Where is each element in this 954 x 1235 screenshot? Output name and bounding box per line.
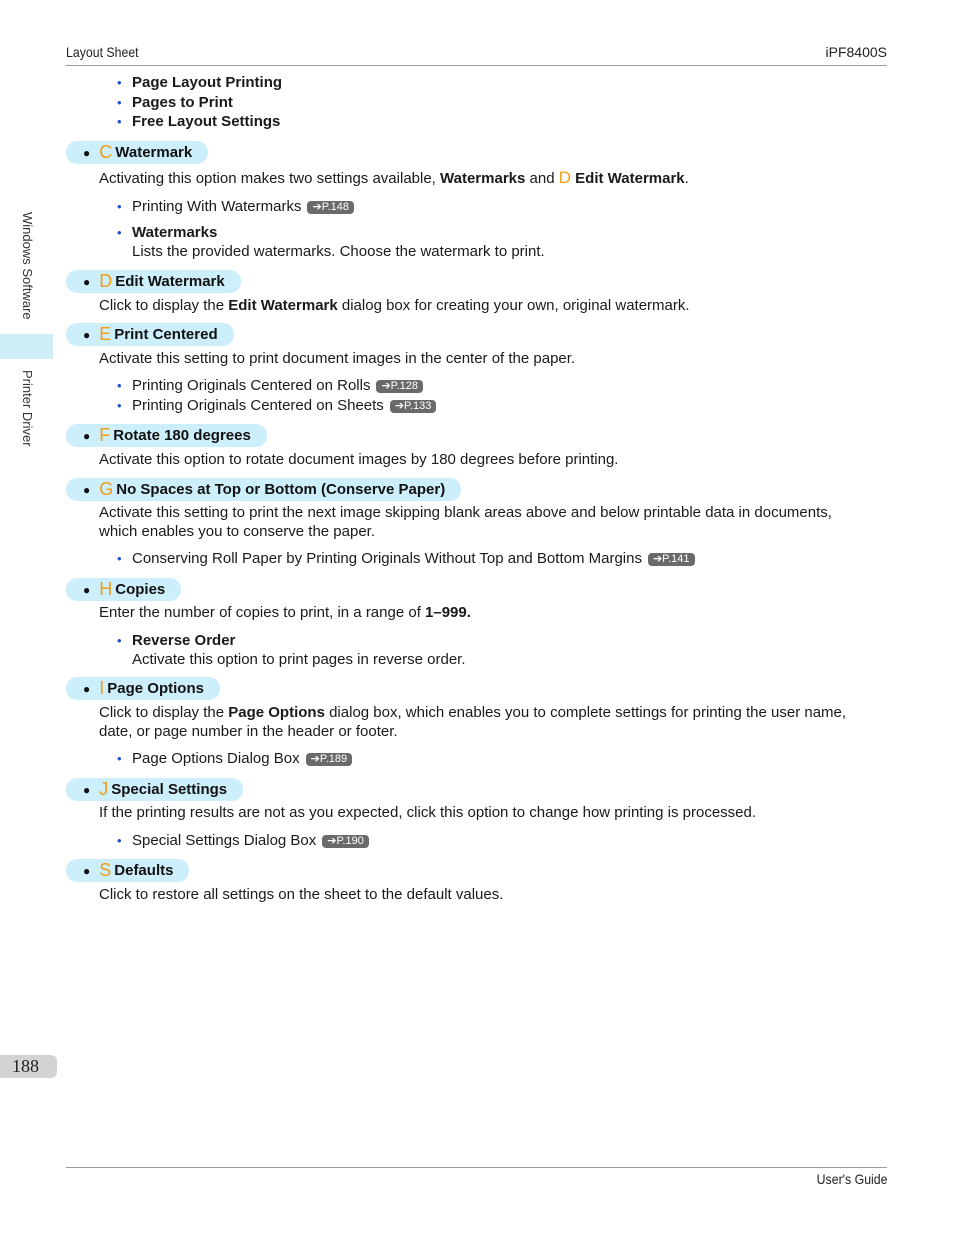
list-item-title: Reverse Order [132, 632, 236, 649]
section-description-line2: date, or page number in the header or footer. [99, 723, 398, 740]
bullet-icon: ● [83, 863, 91, 878]
bullet-icon: • [117, 378, 122, 393]
bullet-icon: • [117, 751, 122, 766]
bullet-icon: • [117, 398, 122, 413]
page-number-text: 188 [12, 1056, 39, 1076]
section-description-line1 [99, 703, 889, 722]
page-number [0, 1055, 57, 1078]
text-bold: Edit Watermark [575, 170, 685, 187]
bullet-icon: • [117, 95, 122, 110]
footer-guide-name: User's Guide [816, 1171, 887, 1187]
side-tab-marker [0, 334, 53, 359]
bullet-icon: • [117, 551, 122, 566]
link-label[interactable]: Printing Originals Centered on Rolls [132, 377, 371, 394]
bullet-icon: • [117, 633, 122, 648]
text-bold: Watermarks [440, 170, 526, 187]
footer-divider [66, 1167, 887, 1168]
bullet-icon: ● [83, 428, 91, 443]
section-description [99, 168, 889, 188]
section-description-line1: Activate this setting to print the next image skipping blank areas above and below printable data in documents, [99, 504, 832, 521]
section-description: If the printing results are not as you expected, click this option to change how printing is processed. [99, 804, 757, 821]
section-letter: E [99, 324, 112, 344]
text: Click to display the [99, 704, 229, 721]
section-heading-special-settings [66, 778, 243, 801]
header-model-name: iPF8400S [825, 44, 887, 60]
link-label[interactable]: Conserving Roll Paper by Printing Originals Without Top and Bottom Margins [132, 550, 642, 567]
list-item-label: Free Layout Settings [132, 113, 281, 130]
text: Click to display the [99, 297, 229, 314]
section-heading-defaults [66, 859, 189, 882]
section-heading-rotate-180 [66, 424, 267, 447]
page-ref-badge[interactable]: ➔P.189 [306, 753, 353, 766]
section-title: Edit Watermark [115, 273, 225, 290]
link-label[interactable]: Printing Originals Centered on Sheets [132, 397, 384, 414]
section-description: Click to restore all settings on the sheet to the default values. [99, 886, 504, 903]
text-bold: Page Options [228, 704, 325, 721]
header-divider [66, 65, 887, 66]
section-heading-print-centered [66, 323, 234, 346]
text: dialog box for creating your own, original watermark. [337, 297, 690, 314]
page-ref-badge[interactable]: ➔P.148 [307, 201, 354, 214]
text: dialog box, which enables you to complete settings for printing the user name, [324, 704, 847, 721]
link-label[interactable]: Special Settings Dialog Box [132, 832, 317, 849]
page-ref-badge[interactable]: ➔P.190 [322, 835, 369, 848]
section-letter: C [99, 142, 113, 162]
list-item-description: Lists the provided watermarks. Choose the watermark to print. [132, 243, 545, 260]
link-label[interactable]: Printing With Watermarks [132, 198, 302, 215]
text: Enter the number of copies to print, in a range of [99, 604, 426, 621]
section-title: No Spaces at Top or Bottom (Conserve Paper) [116, 481, 446, 498]
bullet-icon: ● [83, 145, 91, 160]
section-title: Defaults [114, 862, 174, 879]
bullet-icon: ● [83, 681, 91, 696]
section-title: Watermark [115, 144, 193, 161]
section-heading-edit-watermark [66, 270, 241, 293]
section-heading-watermark [66, 141, 208, 164]
text: Activating this option makes two settings available, [99, 170, 441, 187]
text-bold: Edit Watermark [228, 297, 338, 314]
text-bold: 1–999. [425, 604, 471, 621]
link-label[interactable]: Page Options Dialog Box [132, 750, 300, 767]
section-description [99, 603, 889, 622]
bullet-icon: • [117, 75, 122, 90]
bullet-icon: ● [83, 582, 91, 597]
list-item-label: Pages to Print [132, 94, 233, 111]
text: and [525, 170, 559, 187]
bullet-icon: ● [83, 327, 91, 342]
section-title: Print Centered [114, 326, 218, 343]
section-letter: D [99, 271, 113, 291]
bullet-icon: ● [83, 782, 91, 797]
bullet-icon: • [117, 114, 122, 129]
side-tab-windows-software: Windows Software [20, 212, 35, 320]
section-title: Rotate 180 degrees [113, 427, 251, 444]
section-letter: J [99, 779, 109, 799]
section-description [99, 296, 889, 315]
page-ref-badge[interactable]: ➔P.128 [376, 380, 423, 393]
section-letter: F [99, 425, 111, 445]
section-description: Activate this option to rotate document images by 180 degrees before printing. [99, 451, 619, 468]
section-letter: I [99, 678, 105, 698]
section-heading-conserve-paper [66, 478, 461, 501]
bullet-icon: ● [83, 274, 91, 289]
header-section-title: Layout Sheet [66, 44, 139, 60]
list-item-description: Activate this option to print pages in reverse order. [132, 651, 466, 668]
section-letter: S [99, 860, 112, 880]
text: . [684, 170, 689, 187]
list-item-title: Watermarks [132, 224, 218, 241]
section-heading-page-options [66, 677, 220, 700]
list-item-label: Page Layout Printing [132, 74, 283, 91]
bullet-icon: • [117, 199, 122, 214]
section-title: Copies [115, 581, 166, 598]
side-tab-printer-driver: Printer Driver [20, 370, 35, 447]
section-letter: H [99, 579, 113, 599]
page-ref-badge[interactable]: ➔P.141 [648, 553, 695, 566]
section-heading-copies [66, 578, 181, 601]
section-title: Page Options [107, 680, 204, 697]
section-description-line2: which enables you to conserve the paper. [99, 523, 376, 540]
section-title: Special Settings [111, 781, 228, 798]
bullet-icon: ● [83, 482, 91, 497]
inline-letter: D [558, 168, 571, 187]
section-letter: G [99, 479, 114, 499]
bullet-icon: • [117, 833, 122, 848]
bullet-icon: • [117, 225, 122, 240]
section-description: Activate this setting to print document images in the center of the paper. [99, 350, 576, 367]
page-ref-badge[interactable]: ➔P.133 [390, 400, 437, 413]
